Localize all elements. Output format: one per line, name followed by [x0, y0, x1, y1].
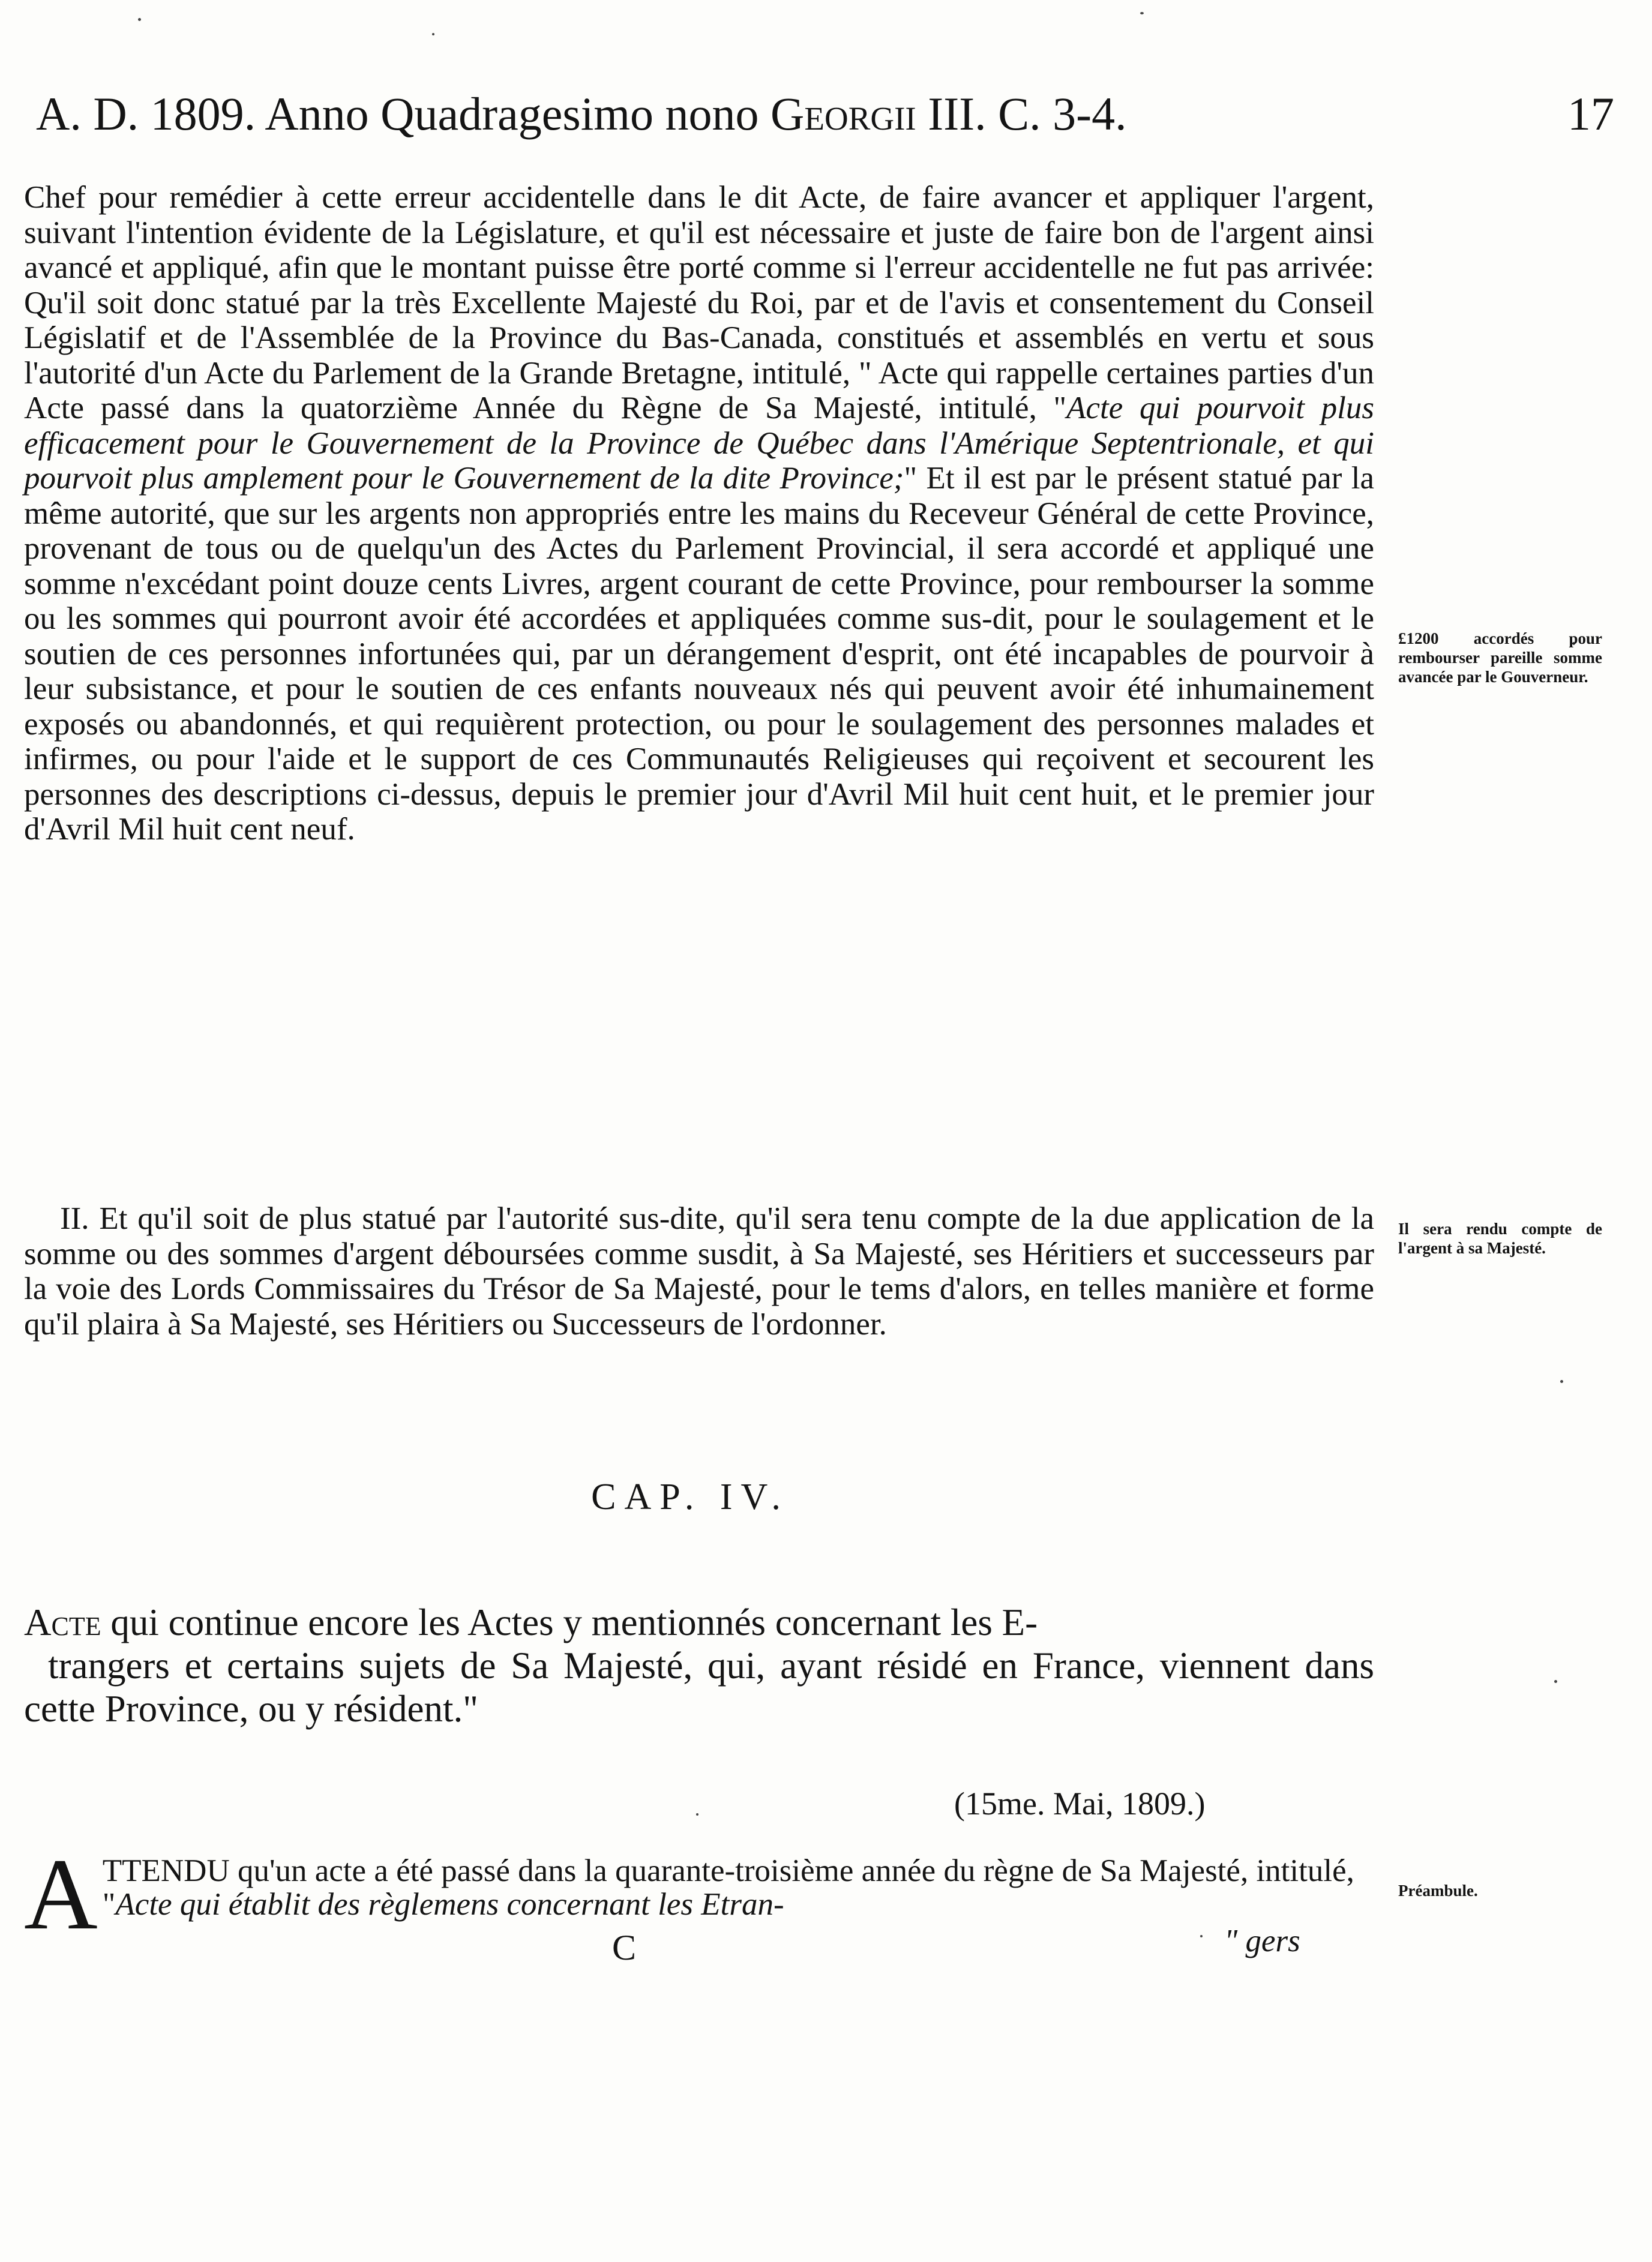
signature-mark: C — [612, 1928, 637, 1967]
paragraph-1-italic-title: Acte qui pourvoit plus efficacement pour le Gouvernement de la Province de Québec dans l'Amérique Septentrionale, et qui pourvoit plus amplement pour le Gouvernement de la dite Province; — [24, 391, 1375, 496]
act-title-lead: Acte — [24, 1601, 101, 1643]
margin-note-preamble: Préambule. — [1398, 1882, 1478, 1900]
paragraph-2 — [24, 1201, 1374, 1342]
scan-speck — [1560, 1380, 1563, 1383]
act-title-rest: trangers et certains sujets de Sa Majesté, qui, ayant résidé en France, viennent dans cette Province, ou y résident." — [24, 1645, 1374, 1730]
paragraph-1 — [24, 180, 1374, 847]
scan-speck — [1140, 12, 1144, 14]
margin-note-2: Il sera rendu compte de l'argent à sa Majesté. — [1398, 1220, 1602, 1257]
preamble-italic-title: Acte qui établit des règlemens concernant les Etran- — [115, 1887, 784, 1922]
paragraph-1-text-a: Chef pour remédier à cette erreur accidentelle dans le dit Acte, de faire avancer et appliquer l'argent, suivant l'intention évidente de la Législature, et qu'il est nécessaire et juste de faire bon de l'argent ainsi avancé et appliqué, afin que le montant puisse être porté comme si l'erreur accidentelle ne fut pas arrivée: Qu'il soit donc statué par la très Excellente Majesté du Roi, par et de l'avis et consentement du Conseil Législatif et de l'Assemblée de la Province du Bas-Canada, constitués et assemblés en vertu et sous l'autorité d'un Acte du Parlement de la Grande Bretagne, intitulé, " Acte qui rappelle certaines parties d'un Acte passé dans la quatorzième Année du Règne de Sa Majesté, intitulé, " — [24, 180, 1374, 425]
header-chapter-text: III. C. 3-4. — [928, 88, 1127, 140]
act-title-line1: qui continue encore les Actes y mentionnés concernant les E- — [110, 1601, 1038, 1643]
drop-cap: A — [24, 1838, 98, 1951]
scan-speck — [432, 33, 434, 35]
preamble-text-a: TTENDU qu'un acte a été passé dans la quarante-troisième année du règne de Sa Majesté, intitulé, " — [102, 1853, 1354, 1922]
chapter-heading: CAP. IV. — [591, 1477, 789, 1517]
running-header — [36, 81, 1614, 147]
scan-speck — [696, 1813, 698, 1816]
paragraph-1-text-b: " Et il est par le présent statué par la même autorité, que sur les argents non appropriés entre les mains du Receveur Général de cette Province, provenant de tous ou de quelqu'un des Actes du Parlement Provincial, il sera accordé et appliqué une somme n'excédant point douze cents Livres, argent courant de cette Province, pour rembourser la somme ou les sommes qui pourront avoir été accordées et appliquées comme sus-dit, pour le soulagement et le soutien de ces personnes infortunées qui, par un dérangement d'esprit, ont été incapables de pourvoir à leur subsistance, et pour le soutien de ces enfants nouveaux nés qui peuvent avoir été inhumainement exposés ou abandonnés, et qui requièrent protection, ou pour le soulagement des personnes malades et infirmes, ou pour l'aide et le support de ces Communautés Religieuses qui reçoivent et secourent les personnes des descriptions ci-dessus, depuis le premier jour d'Avril Mil huit cent huit, et le premier jour d'Avril Mil huit cent neuf. — [24, 461, 1374, 847]
act-title — [24, 1601, 1374, 1730]
page-number: 17 — [1567, 88, 1614, 140]
scan-speck — [1554, 1680, 1557, 1683]
margin-note-1: £1200 accordés pour rembourser pareille somme avancée par le Gouverneur. — [1398, 629, 1602, 686]
paragraph-2-text: II. Et qu'il soit de plus statué par l'autorité sus-dite, qu'il sera tenu compte de la due application de la somme ou des sommes d'argent déboursées comme susdit, à Sa Majesté, ses Héritiers et successeurs par la voie des Lords Commissaires du Trésor de Sa Majesté, pour le tems d'alors, en telles manière et forme qu'il plaira à Sa Majesté, ses Héritiers ou Successeurs de l'ordonner. — [24, 1201, 1374, 1342]
scan-speck — [138, 18, 141, 21]
header-title — [36, 81, 1127, 147]
act-date: (15me. Mai, 1809.) — [954, 1786, 1206, 1822]
header-george-text: Georgii — [770, 88, 916, 140]
catchword: " gers — [1224, 1924, 1300, 1958]
header-year-text: A. D. 1809. Anno Quadragesimo nono — [36, 88, 759, 140]
